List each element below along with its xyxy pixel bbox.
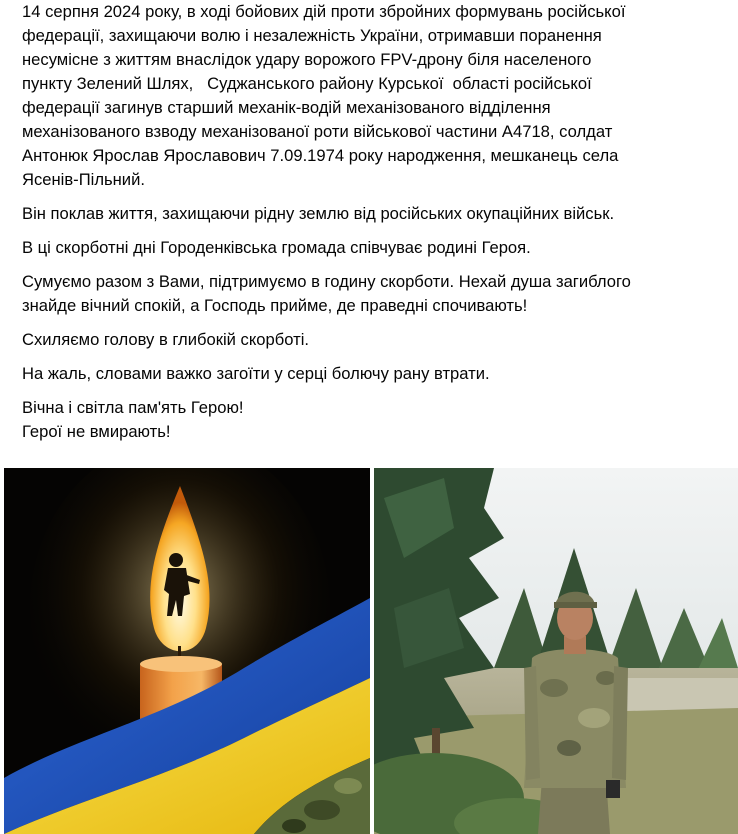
post-paragraph-2	[22, 202, 734, 226]
post-line: пункту Зелений Шлях, Суджанського району Курської області російської	[22, 74, 592, 93]
post-line: Ясенів-Пільний.	[22, 170, 145, 189]
post-line: механізованого взводу механізованої роти військової частини А4718, солдат	[22, 122, 613, 141]
post-paragraph-3	[22, 236, 734, 260]
post-line: Герої не вмирають!	[22, 422, 171, 441]
post-line: В ці скорботні дні Городенківська громада співчуває родині Героя.	[22, 238, 531, 257]
post-paragraph-6	[22, 362, 734, 386]
memorial-candle-photo[interactable]	[4, 468, 370, 834]
post-line: знайде вічний спокій, а Господь прийме, де праведні спочивають!	[22, 296, 528, 315]
post-line: На жаль, словами важко загоїти у серці болючу рану втрати.	[22, 364, 490, 383]
post-line: Антонюк Ярослав Ярославович 7.09.1974 року народження, мешканець села	[22, 146, 619, 165]
post-line: Сумуємо разом з Вами, підтримуємо в годину скорботи. Нехай душа загиблого	[22, 272, 631, 291]
post-line: Вічна і світла пам'ять Герою!	[22, 398, 244, 417]
photo-grid	[0, 468, 738, 834]
post-line: несумісне з життям внаслідок удару ворожого FPV-дрону біля населеного	[22, 50, 592, 69]
soldier-portrait-photo[interactable]	[374, 468, 738, 834]
post-line: федерації, захищаючи волю і незалежність України, отримавши поранення	[22, 26, 602, 45]
soldier-portrait-image	[374, 468, 738, 834]
post-paragraph-1	[22, 0, 734, 192]
post-line: Схиляємо голову в глибокій скорботі.	[22, 330, 310, 349]
post-line: 14 серпня 2024 року, в ході бойових дій проти збройних формувань російської	[22, 2, 626, 21]
post-line: Він поклав життя, захищаючи рідну землю від російських окупаційних військ.	[22, 204, 615, 223]
post-paragraph-5	[22, 328, 734, 352]
post-line: федерації загинув старший механік-водій механізованого відділення	[22, 98, 551, 117]
post-paragraph-4	[22, 270, 734, 318]
memorial-candle-image	[4, 468, 370, 834]
post-text	[22, 0, 734, 454]
post-paragraph-7	[22, 396, 734, 444]
